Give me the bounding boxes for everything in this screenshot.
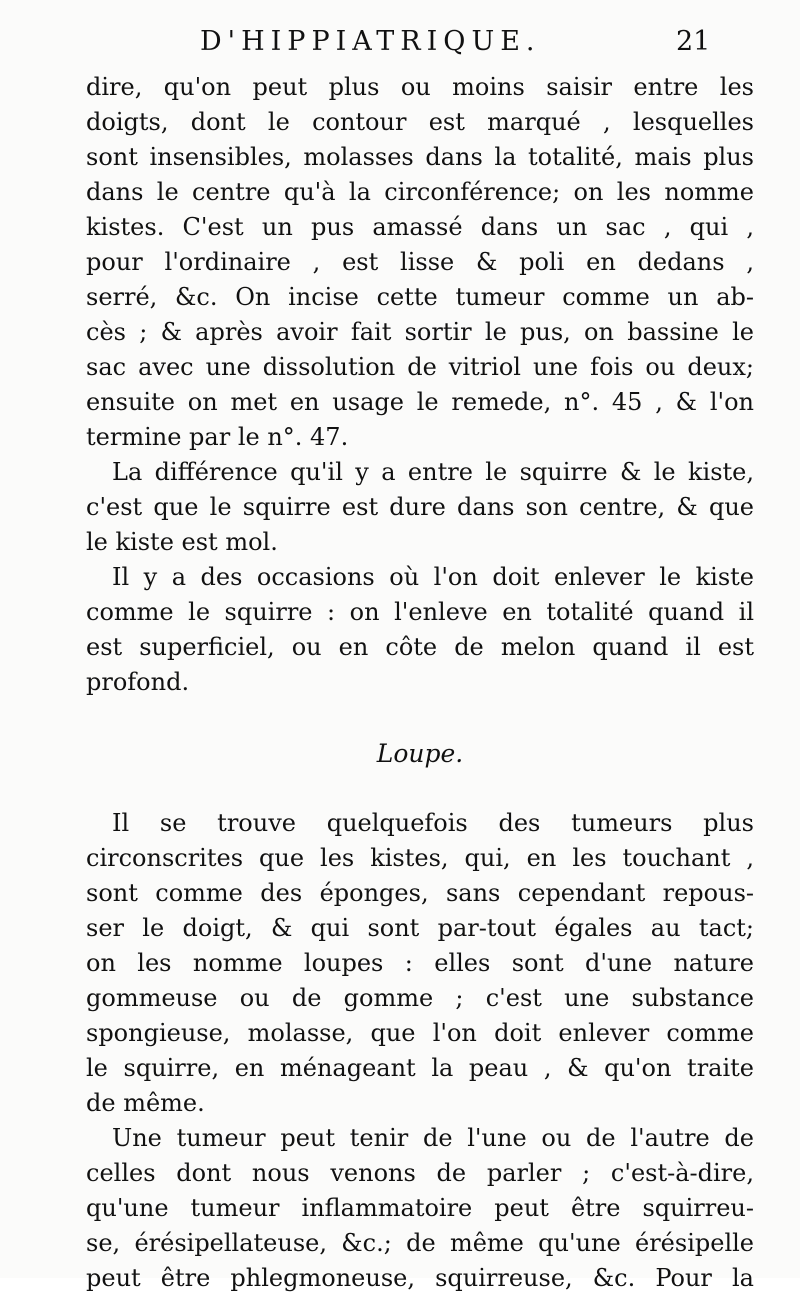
spacer <box>86 700 754 722</box>
text-line: Il y a des occasions où l'on doit enlever le kiste <box>112 563 754 591</box>
page-number: 21 <box>676 26 711 57</box>
text-line: se, érésipellateuse, &c.; de même qu'une érésipelle <box>86 1229 754 1257</box>
paragraph-cont <box>86 595 754 700</box>
text-line: ensuite on met en usage le remede, n°. 45 , & l'on <box>86 388 754 416</box>
paragraph <box>86 70 754 455</box>
text-line: le squirre, en ménageant la peau , & qu'on traite <box>86 1054 754 1082</box>
text-line: Il se trouve quelquefois des tumeurs plus <box>112 809 754 837</box>
paragraph <box>86 806 754 841</box>
text-line: sont comme des éponges, sans cependant repous- <box>86 879 754 907</box>
text-line: c'est que le squirre est dure dans son centre, & que <box>86 493 754 521</box>
text-line: pour l'ordinaire , est lisse & poli en dedans , <box>86 248 754 276</box>
text-line: gommeuse ou de gomme ; c'est une substance <box>86 984 754 1012</box>
text-line: dire, qu'on peut plus ou moins saisir entre les <box>86 73 754 101</box>
text-line: doigts, dont le contour est marqué , lesquelles <box>86 108 754 136</box>
main-text <box>86 70 754 1296</box>
text-line: profond. <box>86 668 190 696</box>
text-line: circonscrites que les kistes, qui, en les touchant , <box>86 844 754 872</box>
text-line: peut être phlegmoneuse, squirreuse, &c. Pour la <box>86 1264 754 1292</box>
text-line: sont insensibles, molasses dans la totalité, mais plus <box>86 143 754 171</box>
paragraph-cont <box>86 841 754 1121</box>
text-line: celles dont nous venons de parler ; c'est-à-dire, <box>86 1159 754 1187</box>
paragraph <box>86 560 754 595</box>
paragraph <box>86 455 754 490</box>
paragraph-cont <box>86 490 754 560</box>
text-line: kistes. C'est un pus amassé dans un sac , qui , <box>86 213 754 241</box>
text-line: sac avec une dissolution de vitriol une fois ou deux; <box>86 353 754 381</box>
text-line: Une tumeur peut tenir de l'une ou de l'autre de <box>112 1124 754 1152</box>
text-line: dans le centre qu'à la circonférence; on les nomme <box>86 178 754 206</box>
text-line: ser le doigt, & qui sont par-tout égales au tact; <box>86 914 754 942</box>
text-line: le kiste est mol. <box>86 528 278 556</box>
text-line: est superficiel, ou en côte de melon quand il est <box>86 633 754 661</box>
section-heading: Loupe. <box>376 739 464 768</box>
text-line: spongieuse, molasse, que l'on doit enlever comme <box>86 1019 754 1047</box>
spacer <box>86 778 754 806</box>
text-line: comme le squirre : on l'enleve en totalité quand il <box>86 598 754 626</box>
running-head <box>0 26 800 60</box>
text-line: de même. <box>86 1089 205 1117</box>
running-title: D'HIPPIATRIQUE. <box>200 26 541 57</box>
text-line: La différence qu'il y a entre le squirre & le kiste, <box>112 458 754 486</box>
paragraph <box>86 1121 754 1156</box>
text-line: cès ; & après avoir fait sortir le pus, on bassine le <box>86 318 754 346</box>
paragraph-cont <box>86 1156 754 1296</box>
text-line: termine par le n°. 47. <box>86 423 349 451</box>
text-line: on les nomme loupes : elles sont d'une nature <box>86 949 754 977</box>
text-line: qu'une tumeur inflammatoire peut être squirreu- <box>86 1194 754 1222</box>
text-line: serré, &c. On incise cette tumeur comme un ab- <box>86 283 754 311</box>
